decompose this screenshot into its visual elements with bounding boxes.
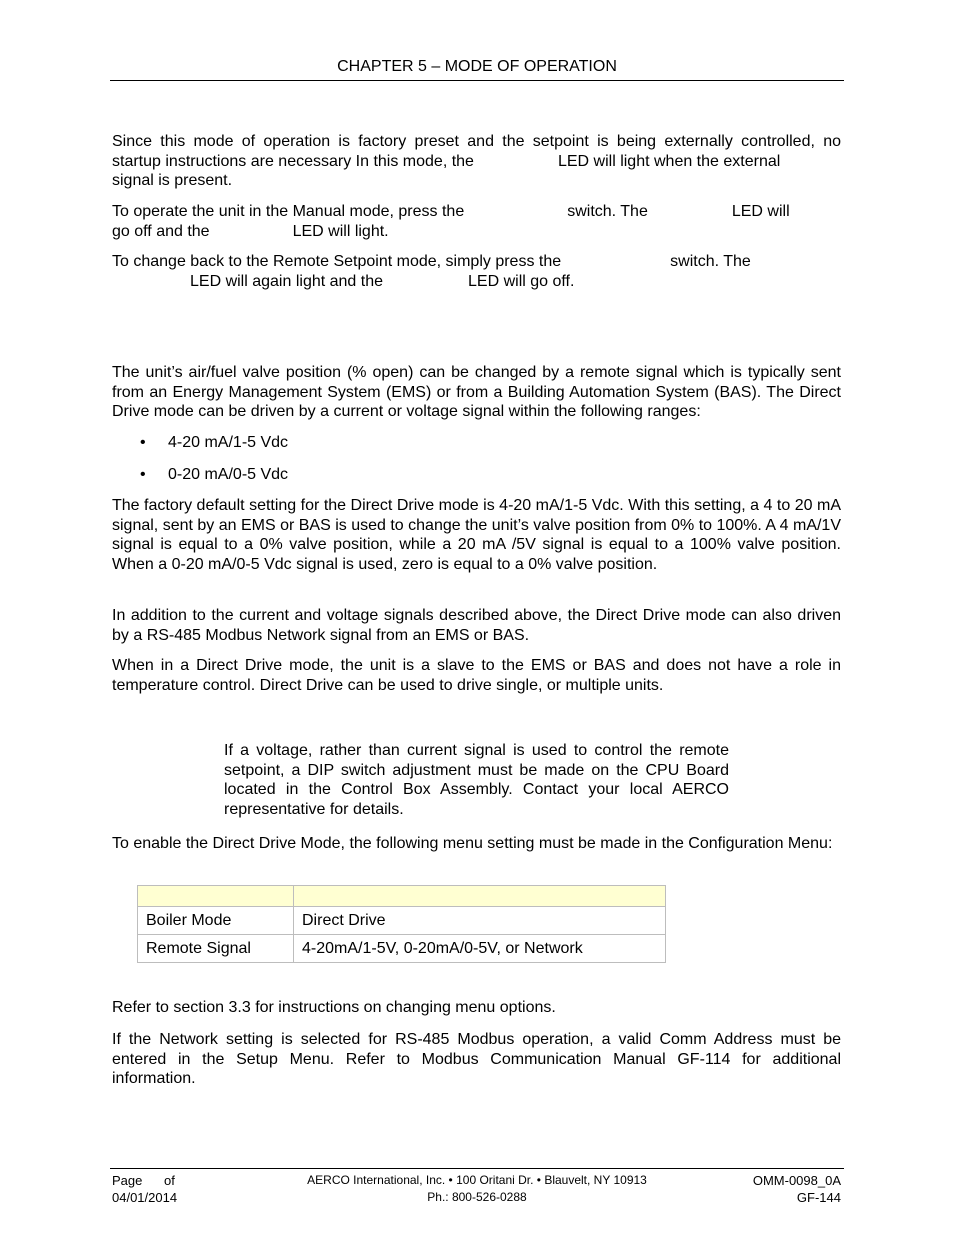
table-row [138, 907, 666, 935]
text-run: go off and the [112, 222, 210, 240]
table-row [138, 935, 666, 963]
footer-right [700, 1172, 841, 1206]
list-item-text: 4-20 mA/1-5 Vdc [168, 434, 289, 451]
paragraph-slave-mode: When in a Direct Drive mode, the unit is a slave to the EMS or BAS and does not have a role in temperature control. Direct Drive can be used to drive single, or multiple units. [112, 657, 841, 694]
text-line [112, 202, 841, 222]
text-run: LED will again light and the [190, 272, 384, 290]
text-line: signal is present. [112, 172, 233, 190]
text-line [112, 152, 841, 172]
footer-date: 04/01/2014 [112, 1190, 178, 1205]
table-cell: 4-20mA/1-5V, 0-20mA/0-5V, or Network [294, 935, 666, 963]
text-run: LED will light when the external [557, 152, 781, 170]
table-header-cell [138, 886, 294, 907]
paragraph-refer-section: Refer to section 3.3 for instructions on changing menu options. [112, 999, 556, 1016]
list-item-text: 0-20 mA/0-5 Vdc [168, 466, 289, 483]
configuration-menu-table [137, 885, 666, 963]
bullet-icon: • [140, 466, 146, 483]
text-line [112, 222, 841, 242]
paragraph-direct-drive-intro: The unit’s air/fuel valve position (% open) can be changed by a remote signal which is typically sent from an Energy Management System (EMS) or from a Building Automation System (BAS). The Direct Drive mode can be driven by a current or voltage signal within the following ranges: [112, 364, 841, 421]
footer-rule [110, 1168, 844, 1169]
text-line [112, 272, 841, 292]
document-code: GF-144 [796, 1190, 841, 1205]
table-cell: Direct Drive [294, 907, 666, 935]
text-run: switch. The [567, 203, 648, 220]
paragraph-network-setting: If the Network setting is selected for RS-485 Modbus operation, a valid Comm Address must be entered in the Setup Menu. Refer to Modbus Communication Manual GF-114 for additional information. [112, 1031, 841, 1088]
paragraph-factory-preset [112, 132, 841, 191]
footer-center [260, 1172, 694, 1206]
paragraph-modbus-signal: In addition to the current and voltage signals described above, the Direct Drive mode can also driven by a RS-485 Modbus Network signal from an EMS or BAS. [112, 607, 841, 644]
page-number: Page of [112, 1173, 175, 1188]
table-header-cell [294, 886, 666, 907]
bullet-icon: • [140, 434, 146, 451]
text-run: To change back to the Remote Setpoint mode, simply press the [112, 253, 562, 270]
table-cell: Remote Signal [138, 935, 294, 963]
text-run: To operate the unit in the Manual mode, press the [112, 203, 465, 220]
text-run: LED will [731, 203, 790, 220]
page-header: CHAPTER 5 – MODE OF OPERATION [337, 58, 617, 75]
footer-phone: Ph.: 800-526-0288 [427, 1190, 527, 1204]
text-line: Since this mode of operation is factory preset and the setpoint is being externally controlled, no [112, 133, 841, 150]
header-rule [110, 80, 844, 81]
text-run: LED will light. [292, 222, 389, 240]
paragraph-remote-setpoint [112, 252, 841, 291]
text-run: startup instructions are necessary In this mode, the [112, 152, 474, 170]
footer-company: AERCO International, Inc. • 100 Oritani Dr. • Blauvelt, NY 10913 [307, 1173, 647, 1187]
document-number: OMM-0098_0A [752, 1173, 841, 1188]
paragraph-enable-direct-drive: To enable the Direct Drive Mode, the following menu setting must be made in the Configuration Menu: [112, 835, 833, 852]
text-run: switch. The [670, 253, 751, 270]
text-line [112, 252, 841, 272]
note-text: If a voltage, rather than current signal is used to control the remote setpoint, a DIP switch adjustment must be made on the CPU Board located in the Control Box Assembly. Contact your local AERCO representative for details. [224, 742, 729, 818]
footer-left [112, 1172, 177, 1206]
paragraph-factory-default: The factory default setting for the Direct Drive mode is 4-20 mA/1-5 Vdc. With this setting, a 4 to 20 mA signal, sent by an EMS or BAS is used to change the unit’s valve position from 0% to 100%. A 4 mA/1V signal is equal to a 0% valve position, while a 20 mA /5V signal is equal to a 100% valve position. When a 0-20 mA/0-5 Vdc signal is used, zero is equal to a 0% valve position. [112, 497, 841, 573]
paragraph-manual-mode [112, 202, 841, 241]
table-header-row [138, 886, 666, 907]
text-run: LED will go off. [468, 272, 575, 290]
table-cell: Boiler Mode [138, 907, 294, 935]
